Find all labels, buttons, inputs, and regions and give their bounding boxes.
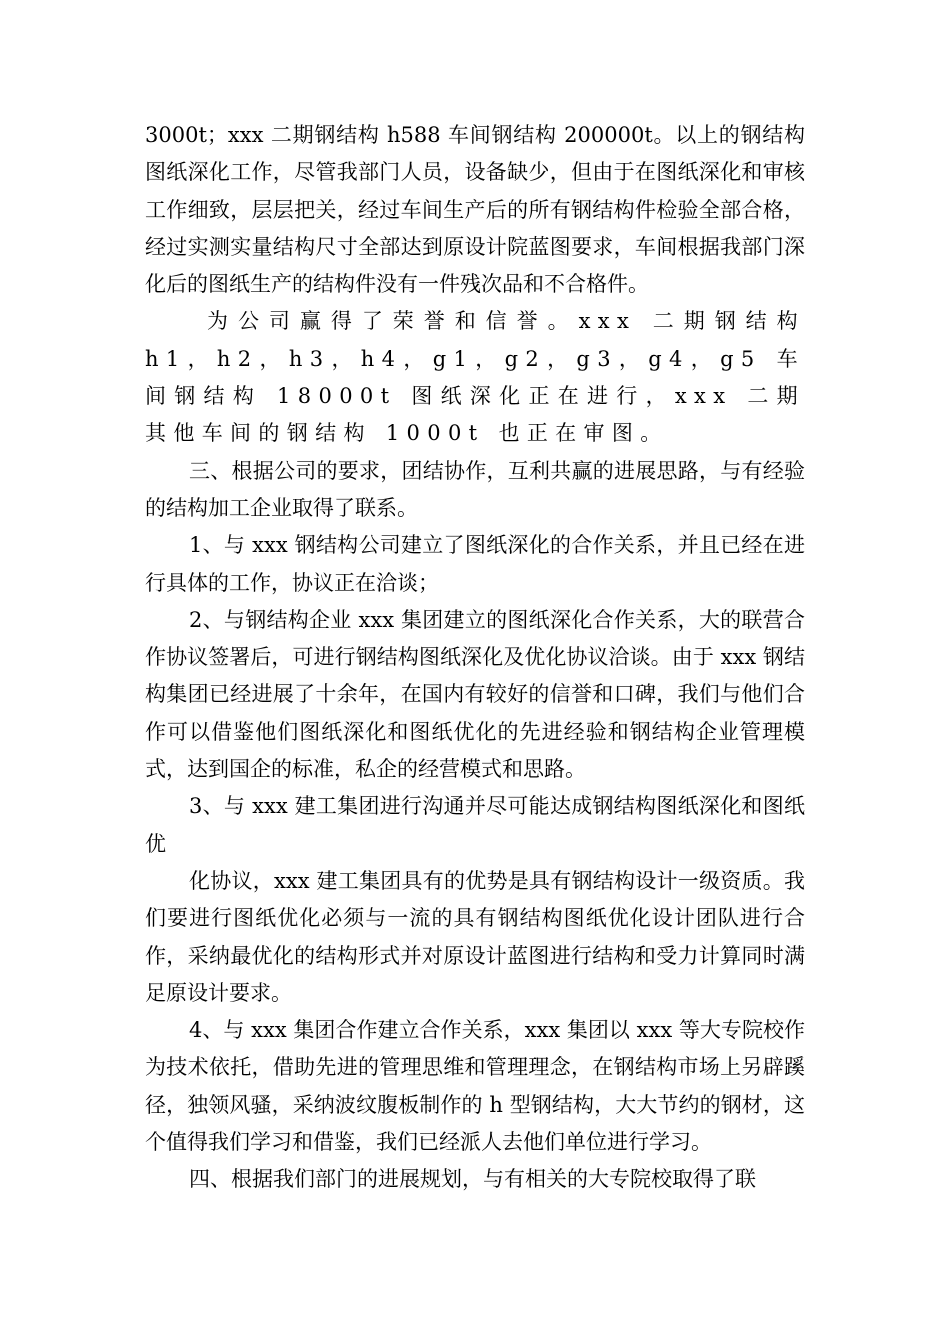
- paragraph-item-3: 3、与 xxx 建工集团进行沟通并尽可能达成钢结构图纸深化和图纸优: [145, 794, 805, 856]
- paragraph-steel-detailing-summary: 3000t；xxx 二期钢结构 h588 车间钢结构 200000t。以上的钢结构图纸深化工作，尽管我部门人员，设备缺少，但由于在图纸深化和审核工作细致，层层把关，经过车间生产后的所有钢结构件检验全部合格，经过实测实量结构尺寸全部达到原设计院蓝图要求，车间根据我部门深化后的图纸生产的结构件没有一件残次品和不合格件。: [145, 123, 805, 297]
- paragraph-item-3-continued: 化协议，xxx 建工集团具有的优势是具有钢结构设计一级资质。我们要进行图纸优化必须与一流的具有钢结构图纸优化设计团队进行合作，采纳最优化的结构形式并对原设计蓝图进行结构和受力计算同时满足原设计要求。: [145, 868, 805, 1005]
- paragraph-section-three-heading: 三、根据公司的要求，团结协作，互利共赢的进展思路，与有经验的结构加工企业取得了联系。: [145, 458, 805, 520]
- paragraph-item-2: 2、与钢结构企业 xxx 集团建立的图纸深化合作关系，大的联营合作协议签署后，可进行钢结构图纸深化及优化协议洽谈。由于 xxx 钢结构集团已经进展了十余年，在国内有较好的信誉和口碑，我们与他们合作可以借鉴他们图纸深化和图纸优化的先进经验和钢结构企业管理模式，达到国企的标准，私企的经营模式和思路。: [145, 607, 805, 782]
- document-body: [145, 117, 805, 1199]
- paragraph-item-4: 4、与 xxx 集团合作建立合作关系，xxx 集团以 xxx 等大专院校作为技术依托，借助先进的管理思维和管理理念，在钢结构市场上另辟蹊径，独领风骚，采纳波纹腹板制作的 h 型钢结构，大大节约的钢材，这个值得我们学习和借鉴，我们已经派人去他们单位进行学习。: [145, 1018, 805, 1155]
- paragraph-section-four-heading: 四、根据我们部门的进展规划，与有相关的大专院校取得了联: [189, 1167, 756, 1192]
- paragraph-item-1: 1、与 xxx 钢结构公司建立了图纸深化的合作关系，并且已经在进行具体的工作，协议正在洽谈；: [145, 533, 805, 595]
- paragraph-company-honor: 为公司赢得了荣誉和信誉。xxx 二期钢结构 h1，h2，h3，h4，g1，g2，g3，g4，g5 车间钢结构 18000t 图纸深化正在进行，xxx 二期其他车间的钢结构 1000t 也正在审图。: [145, 309, 805, 446]
